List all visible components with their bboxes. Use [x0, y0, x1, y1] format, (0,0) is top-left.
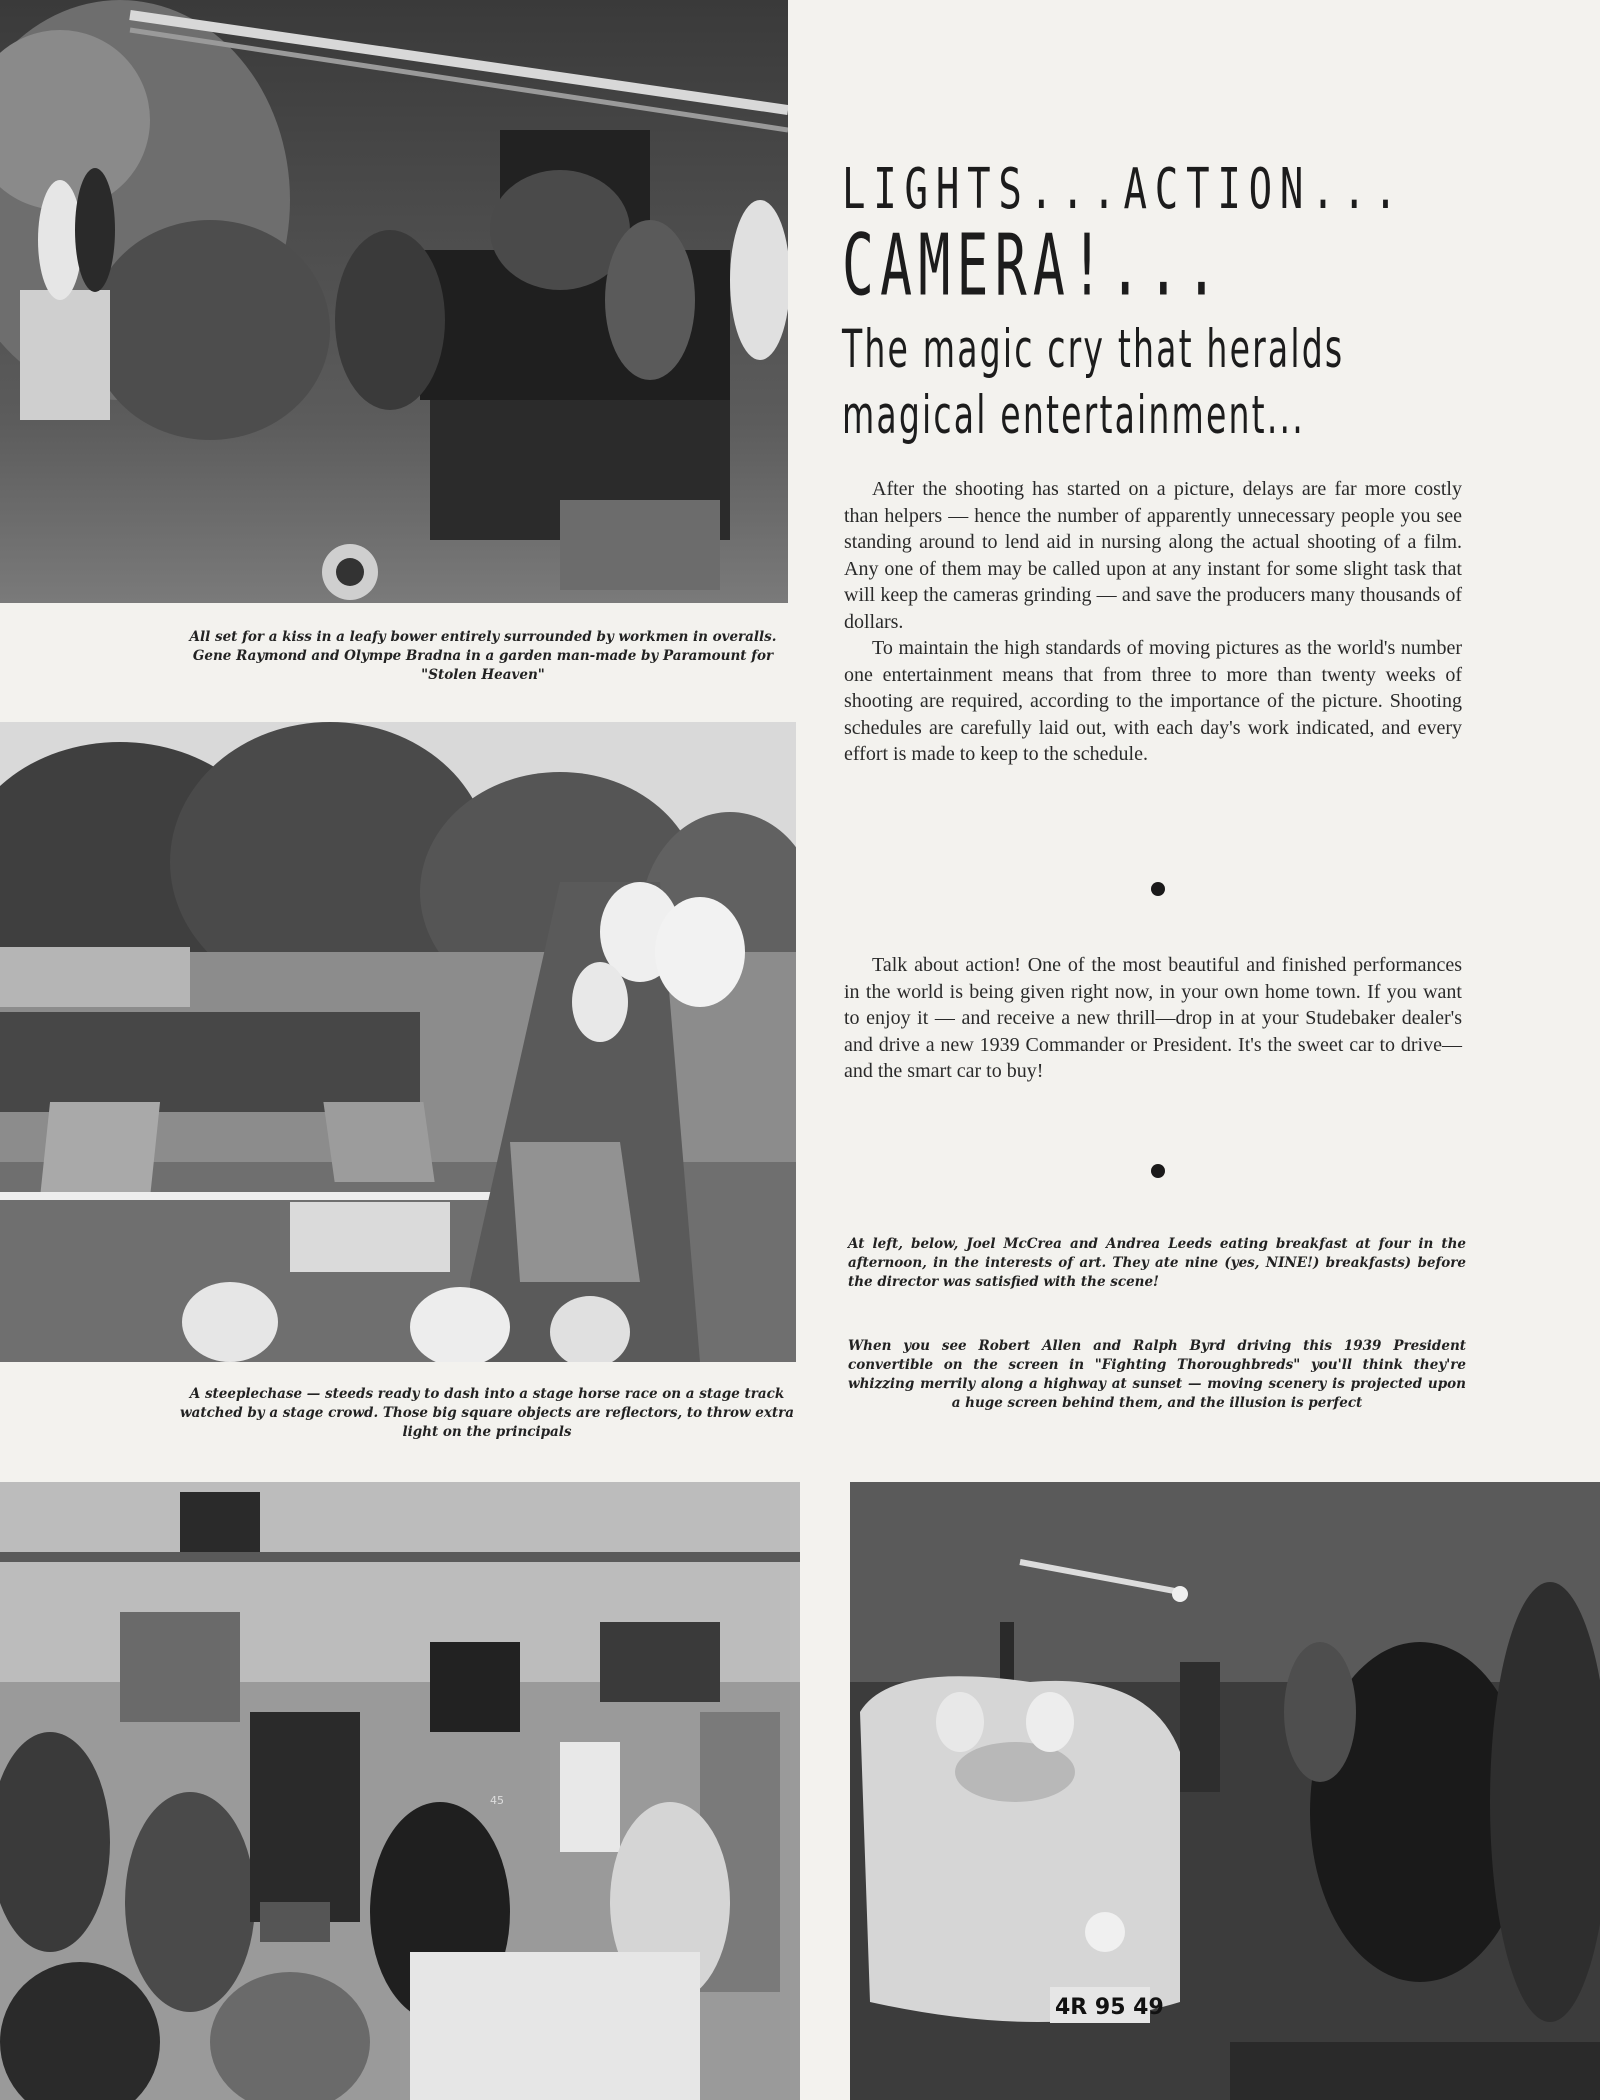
headline-line-4: magical entertainment... [842, 383, 1305, 446]
body-paragraph-2: To maintain the high standards of moving pictures as the world's number one entertainment means that from three to more than twenty weeks of shooting are required, according to the importance of the picture. Shooting schedules are carefully laid out, with each day's work indicated, and every effort is made to keep to the schedule. [844, 637, 1462, 765]
bullet-divider-2 [1151, 1164, 1165, 1178]
photo-steeplechase [0, 722, 796, 1362]
caption-breakfast-scene: At left, below, Joel McCrea and Andrea Leeds eating breakfast at four in the afternoon, in the interests of art. They ate nine (yes, NINE!) breakfasts) before the director was satisfied with the scene! [848, 1236, 1466, 1290]
caption-steeplechase: A steeplechase — steeds ready to dash into a stage horse race on a stage track watched by a stage crowd. Those big square objects are reflectors, to throw extra light on the principals [179, 1386, 795, 1440]
caption-garden-set: All set for a kiss in a leafy bower entirely surrounded by workmen in overalls. Gene Raymond and Olympe Bradna in a garden man-made by Paramount for "Stolen Heaven" [189, 629, 777, 683]
headline-line-2: CAMERA!... [842, 217, 1224, 316]
body-paragraph-3: Talk about action! One of the most beautiful and finished performances in the world is being given right now, in your own home town. If you want to enjoy it — and receive a new thrill—drop in at your Studebaker dealer's and drive a new 1939 Commander or President. It's the sweet car to drive—and the smart car to buy! [844, 954, 1462, 1082]
body-paragraph-1: After the shooting has started on a picture, delays are far more costly than helpers — hence the number of apparently unnecessary people you see standing around to lend aid in nursing along the actual shooting of a film. Any one of them may be called upon at any instant for some slight task that will keep the cameras grinding — and save the producers many thousands of dollars. [844, 478, 1462, 633]
headline-line-1: LIGHTS...ACTION... [842, 156, 1406, 222]
bullet-divider-1 [1151, 882, 1165, 896]
article-body-bottom [844, 952, 1462, 1085]
caption-convertible-set: When you see Robert Allen and Ralph Byrd driving this 1939 President convertible on the screen in "Fighting Thoroughbreds" you'll think they're whizzing merrily along a highway at sunset — moving scenery is projected upon a huge screen behind them, and the illusion is perfect [848, 1338, 1466, 1411]
article-body-top [844, 476, 1462, 768]
license-plate: 4R 95 49 [1055, 1995, 1164, 2020]
headline-line-3: The magic cry that heralds [842, 317, 1345, 380]
headline [842, 150, 1582, 446]
photo-breakfast-scene [0, 1482, 800, 2100]
lamp-label: 45 [490, 1794, 504, 1807]
photo-convertible-set [850, 1482, 1600, 2100]
photo-garden-set [0, 0, 788, 603]
